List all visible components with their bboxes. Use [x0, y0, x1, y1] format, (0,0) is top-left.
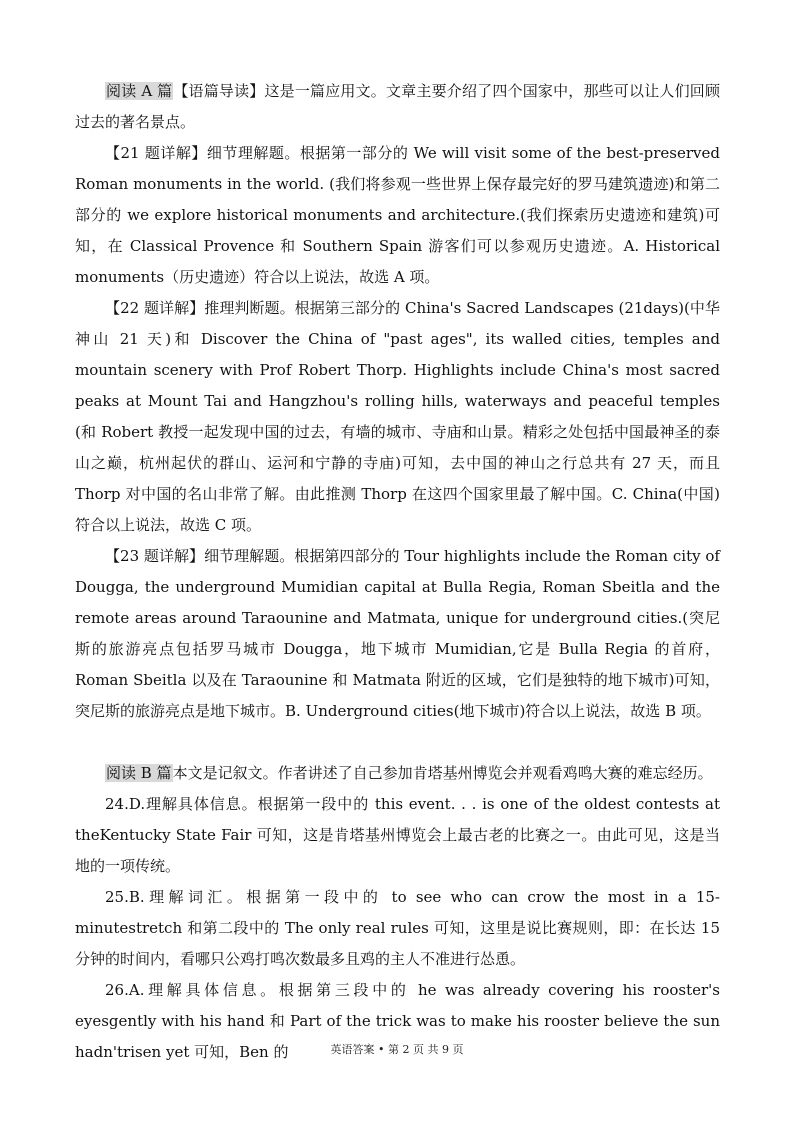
q23-explanation: 【23 题详解】细节理解题。根据第四部分的 Tour highlights include the Roman city of Dougga, the underground Mumidian capital at Bulla Regia, Roman Sbeitla and the remote areas around Taraounine and Matmata, unique for underground cities.(突尼斯的旅游亮点包括罗马城市 Dougga，地下城市 Mumidian,它是 Bulla Regia 的首府，Roman Sbeitla 以及在 Taraounine 和 Matmata 附近的区域，它们是独特的地下城市)可知，突尼斯的旅游亮点是地下城市。B. Underground cities(地下城市)符合以上说法，故选 B 项。 [75, 547, 720, 720]
section-b-guide: 本文是记叙文。作者讲述了自己参加肯塔基州博览会并观看鸡鸣大赛的难忘经历。 [172, 764, 713, 782]
section-a-intro [75, 76, 720, 138]
section-b-intro [75, 758, 720, 789]
page-footer: 英语答案 • 第 2 页 共 9 页 [330, 1043, 464, 1056]
section-gap [75, 727, 720, 758]
section-a-tag: 阅读 A 篇 [106, 82, 173, 100]
answer-content [75, 76, 720, 1068]
section-a-guide: 【语篇导读】这是一篇应用文。文章主要介绍了四个国家中，那些可以让人们回顾过去的著名景点。 [75, 82, 720, 131]
q24-explanation: 24.D.理解具体信息。根据第一段中的 this event. . . is one of the oldest contests at theKentucky State Fair 可知，这是肯塔基州博览会上最古老的比赛之一。由此可见，这是当地的一项传统。 [75, 795, 720, 875]
q22-explanation: 【22 题详解】推理判断题。根据第三部分的 China's Sacred Landscapes (21days)(中华神山 21 天)和 Discover the China of "past ages", its walled cities, temples and mountain scenery with Prof Robert Thorp. Highlights include China's most sacred peaks at Mount Tai and Hangzhou's rolling hills, waterways and peaceful temples (和 Robert 教授一起发现中国的过去，有墙的城市、寺庙和山景。精彩之处包括中国最神圣的泰山之巅，杭州起伏的群山、运河和宁静的寺庙)可知，去中国的神山之行总共有 27 天，而且 Thorp 对中国的名山非常了解。由此推测 Thorp 在这四个国家里最了解中国。C. China(中国)符合以上说法，故选 C 项。 [75, 299, 720, 534]
q21-explanation: 【21 题详解】细节理解题。根据第一部分的 We will visit some of the best-preserved Roman monuments in the world. (我们将参观一些世界上保存最完好的罗马建筑遗迹)和第二部分的 we explore historical monuments and architecture.(我们探索历史遗迹和建筑)可知，在 Classical Provence 和 Southern Spain 游客们可以参观历史遗迹。A. Historical monuments（历史遗迹）符合以上说法，故选 A 项。 [75, 144, 720, 286]
q25-explanation: 25.B.理解词汇。根据第一段中的 to see who can crow the most in a 15-minutestretch 和第二段中的 The only real rules 可知，这里是说比赛规则，即：在长达 15 分钟的时间内，看哪只公鸡打鸣次数最多且鸡的主人不准进行怂恿。 [75, 888, 720, 968]
section-b-tag: 阅读 B 篇 [106, 764, 172, 782]
q26-explanation: 26.A.理解具体信息。根据第三段中的 he was already covering his rooster's eyesgently with his hand 和 Part of the trick was to make his rooster believe the sun hadn'trisen yet 可知，Ben 的 [75, 981, 720, 1061]
